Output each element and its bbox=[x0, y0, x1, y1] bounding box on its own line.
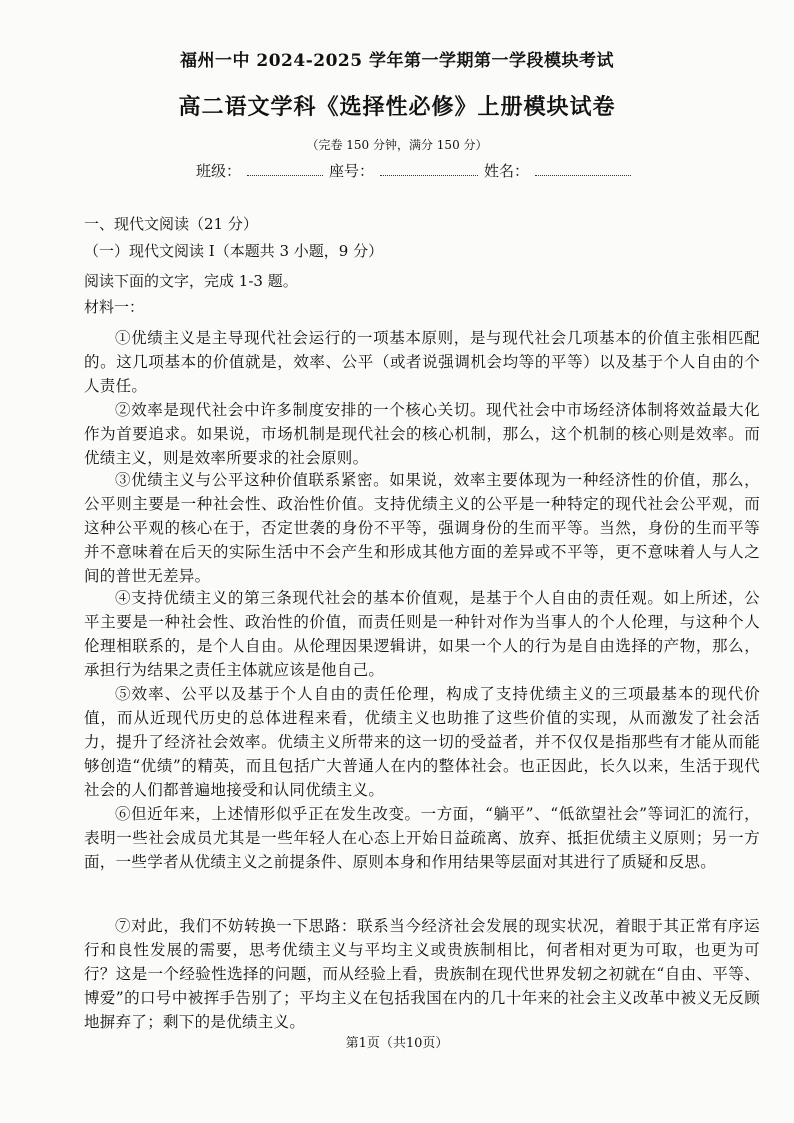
paragraph-5: ⑤效率、公平以及基于个人自由的责任伦理，构成了支持优绩主义的三项最基本的现代价值，而从近现代历史的总体进程来看，优绩主义也助推了这些价值的实现，从而激发了社会活力，提升了经济社会效率。优绩主义所带来的这一切的受益者，并不仅仅是指那些有才能从而能够创造“优绩”的精英，而且包括广大普通人在内的整体社会。也正因此，长久以来，生活于现代社会的人们都普遍地接受和认同优绩主义。 bbox=[84, 685, 760, 799]
class-label: 班级： bbox=[196, 162, 242, 180]
exam-duration-info: （完卷 150 分钟，满分 150 分） bbox=[306, 138, 488, 152]
paragraph-2: ②效率是现代社会中许多制度安排的一个核心关切。现代社会中市场经济体制将效益最大化作为首要追求。如果说，市场机制是现代社会的核心机制，那么，这个机制的核心则是效率。而优绩主义，则是效率所要求的社会原则。 bbox=[84, 401, 760, 467]
paragraph-1: ①优绩主义是主导现代社会运行的一项基本原则，是与现代社会几项基本的价值主张相匹配的。这几项基本的价值就是，效率、公平（或者说强调机会均等的平等）以及基于个人自由的个人责任。 bbox=[84, 329, 760, 395]
paper-title: 高二语文学科《选择性必修》上册模块试卷 bbox=[178, 94, 616, 120]
student-info-row bbox=[196, 160, 631, 181]
section-title: 一、现代文阅读（21 分） bbox=[84, 215, 258, 233]
subsection-title: （一）现代文阅读 I（本题共 3 小题，9 分） bbox=[84, 242, 384, 260]
material-label: 材料一： bbox=[84, 298, 145, 316]
school-exam-title: 福州一中 2024-2025 学年第一学期第一学段模块考试 bbox=[179, 51, 615, 71]
name-label: 姓名： bbox=[484, 162, 530, 180]
paragraph-4: ④支持优绩主义的第三条现代社会的基本价值观，是基于个人自由的责任观。如上所述，公平主要是一种社会性、政治性的价值，而责任则是一种针对作为当事人的个人伦理，与这种个人伦理相联系的，是个人自由。从伦理因果逻辑讲，如果一个人的行为是自由选择的产物，那么，承担行为结果之责任主体就应该是他自己。 bbox=[84, 589, 760, 679]
paragraph-3: ③优绩主义与公平这种价值联系紧密。如果说，效率主要体现为一种经济性的价值，那么，公平则主要是一种社会性、政治性价值。支持优绩主义的公平是一种特定的现代社会公平观，而这种公平观的核心在于，否定世袭的身份不平等，强调身份的生而平等。当然，身份的生而平等并不意味着在后天的实际生活中不会产生和形成其他方面的差异或不平等，更不意味着人与人之间的普世无差异。 bbox=[84, 471, 760, 585]
class-field[interactable] bbox=[247, 161, 323, 176]
reading-instruction: 阅读下面的文字，完成 1-3 题。 bbox=[84, 272, 298, 290]
paragraph-6: ⑥但近年来，上述情形似乎正在发生改变。一方面，“躺平”、“低欲望社会”等词汇的流行，表明一些社会成员尤其是一些年轻人在心态上开始日益疏离、放弃、抵拒优绩主义原则；另一方面，一些学者从优绩主义之前提条件、原则本身和作用结果等层面对其进行了质疑和反思。 bbox=[84, 805, 760, 871]
seat-field[interactable] bbox=[380, 161, 478, 176]
paragraph-7: ⑦对此，我们不妨转换一下思路：联系当今经济社会发展的现实状况，着眼于其正常有序运行和良性发展的需要，思考优绩主义与平均主义或贵族制相比，何者相对更为可取，也更为可行？这是一个经验性选择的问题，而从经验上看，贵族制在现代世界发轫之初就在“自由、平等、博爱”的口号中被挥手告别了；平均主义在包括我国在内的几十年来的社会主义改革中被义无反顾地摒弃了；剩下的是优绩主义。 bbox=[84, 917, 760, 1031]
seat-label: 座号： bbox=[329, 162, 375, 180]
page-number-footer: 第1页（共10页） bbox=[345, 1036, 449, 1051]
name-field[interactable] bbox=[535, 161, 631, 176]
